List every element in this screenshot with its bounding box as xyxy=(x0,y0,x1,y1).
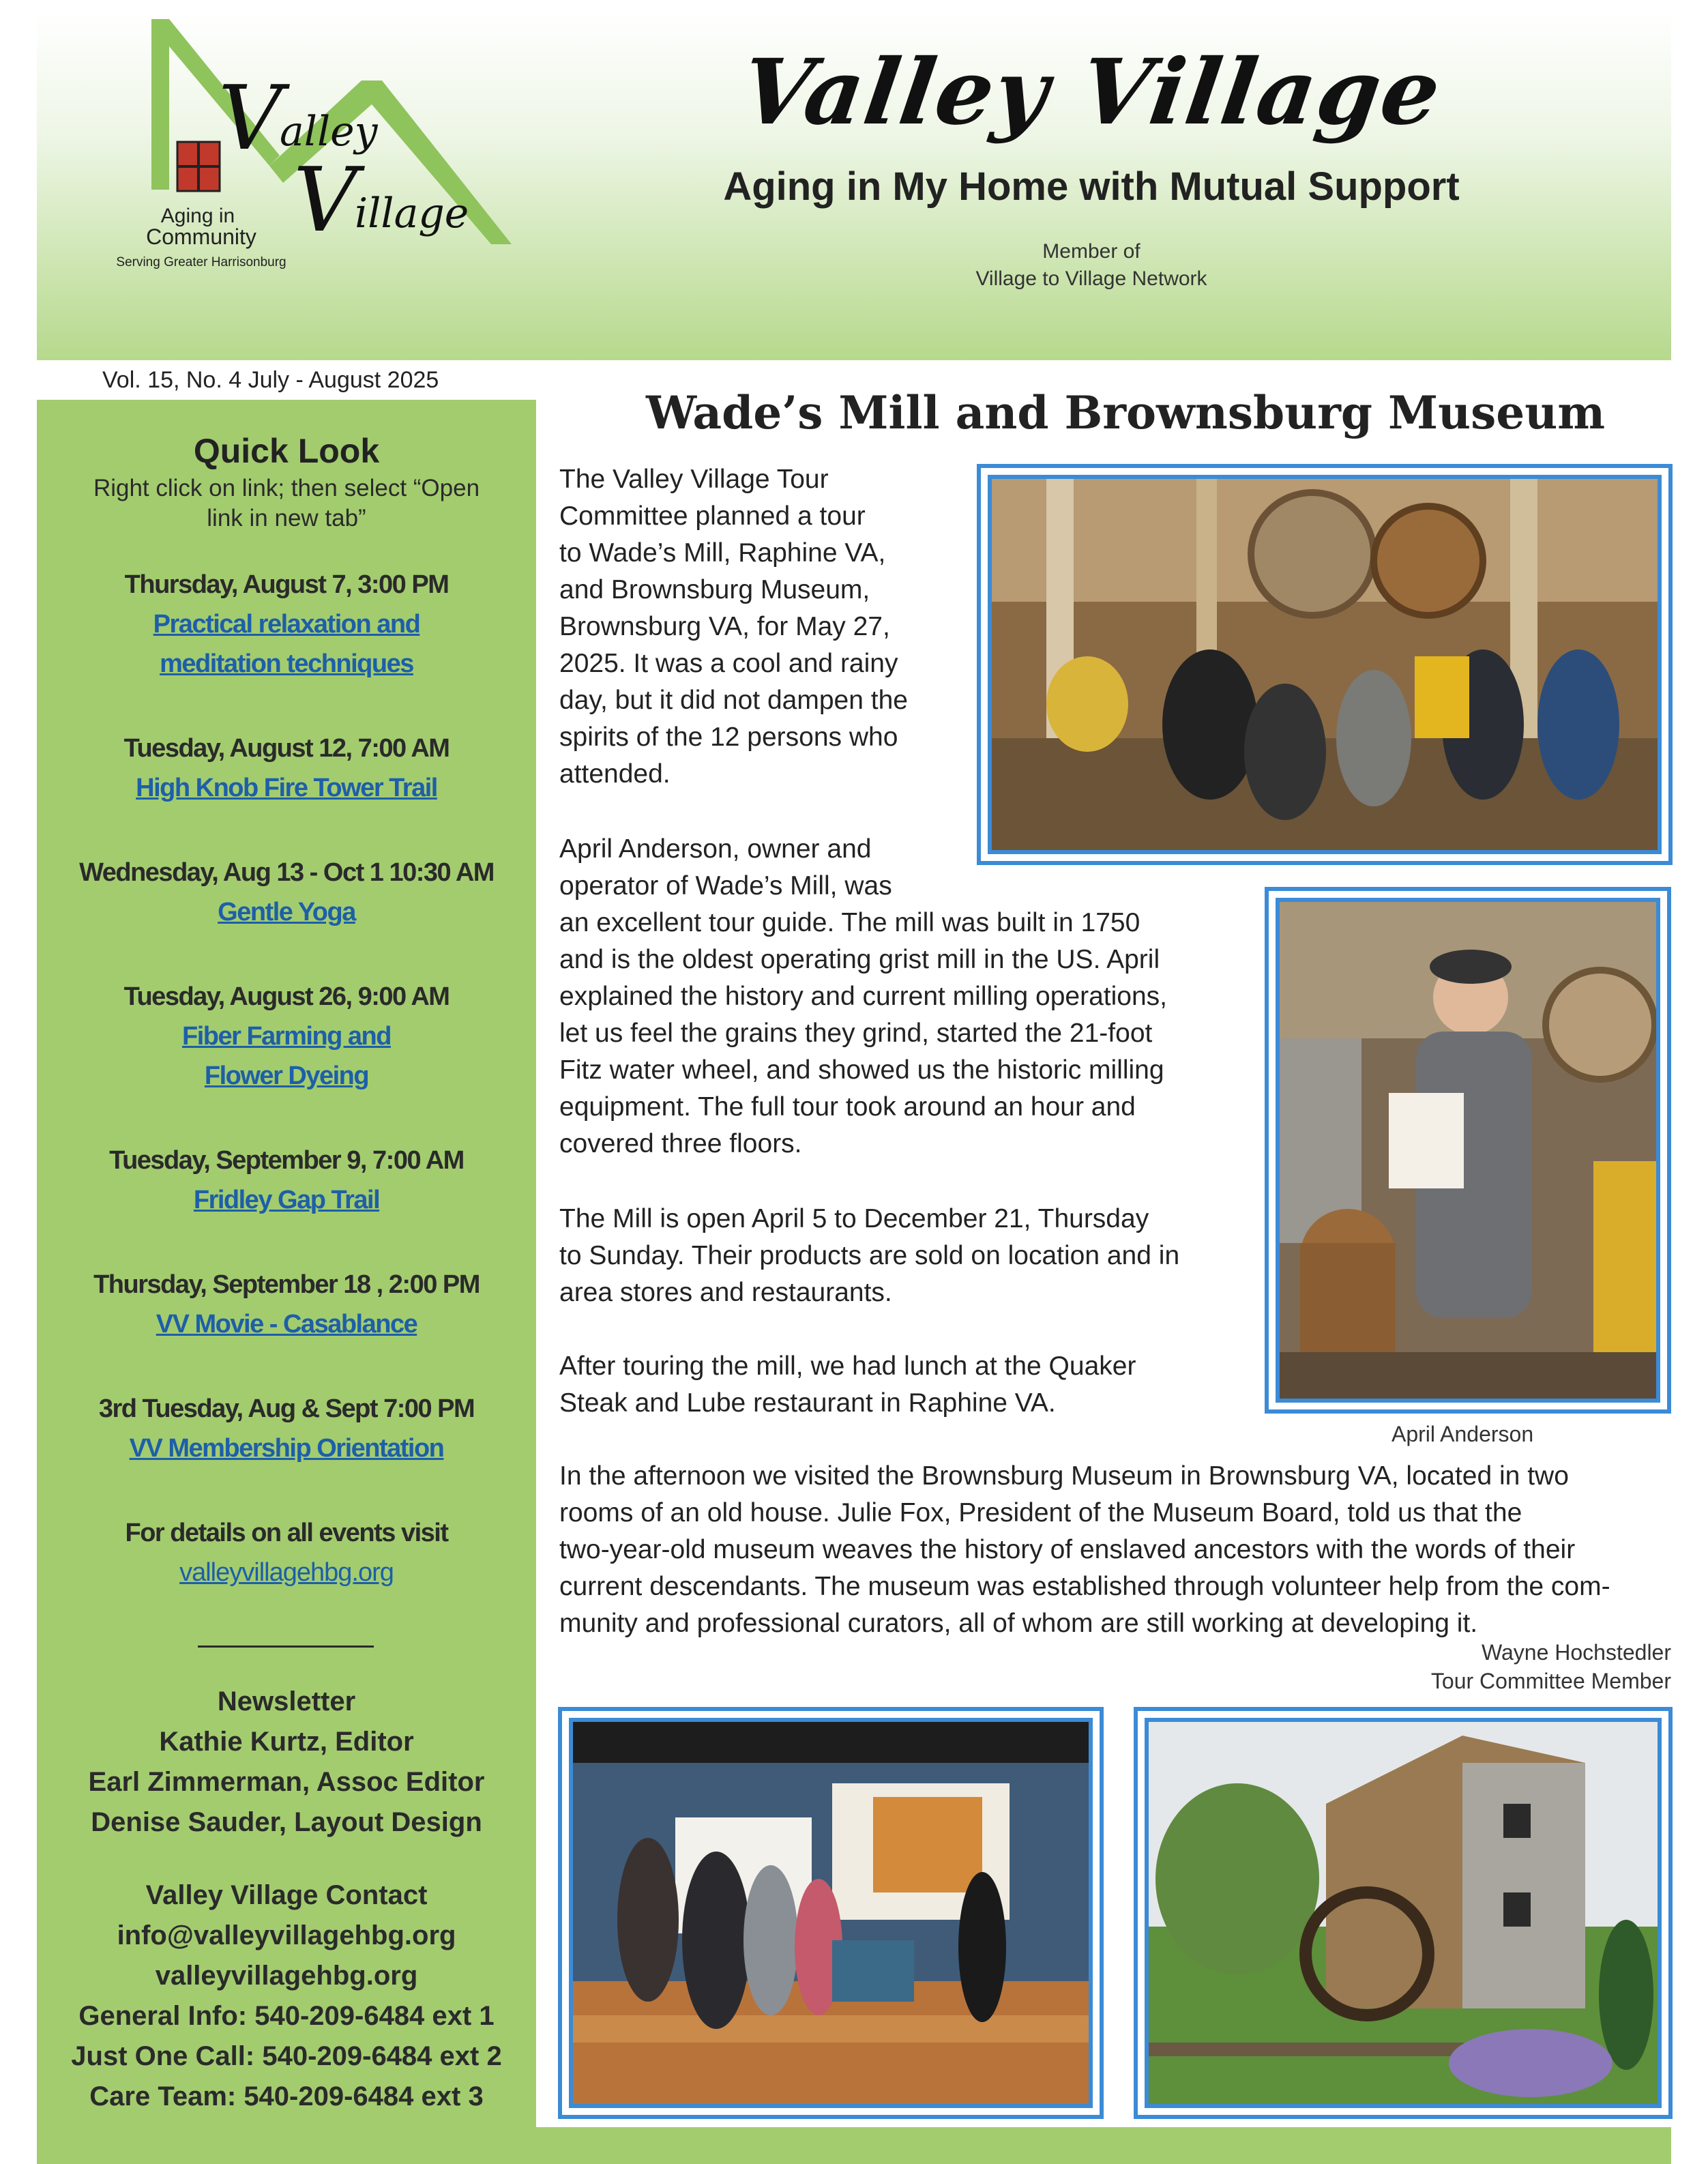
quick-look-instruction: link in new tab” xyxy=(207,505,366,531)
event-date: 3rd Tuesday, Aug & Sept 7:00 PM xyxy=(98,1394,475,1423)
article-headline: Wade’s Mill and Brownsburg Museum xyxy=(645,386,1606,439)
april-anderson-photo xyxy=(1276,898,1660,1403)
network-name: Village to Village Network xyxy=(975,267,1207,290)
contact-one-call: Just One Call: 540-209-6484 ext 2 xyxy=(71,2041,502,2071)
contact-heading: Valley Village Contact xyxy=(145,1880,428,1910)
newsletter-heading: Newsletter xyxy=(217,1686,356,1716)
article-author-role: Tour Committee Member xyxy=(1430,1669,1671,1693)
event-link[interactable]: Gentle Yoga xyxy=(218,898,355,926)
event-link[interactable]: Fiber Farming and xyxy=(182,1022,391,1051)
details-link[interactable]: valleyvillagehbg.org xyxy=(179,1558,394,1587)
event-link[interactable]: VV Movie - Casablance xyxy=(156,1310,417,1339)
event-date: Wednesday, Aug 13 - Oct 1 10:30 AM xyxy=(79,858,494,887)
logo-tag-community: Community xyxy=(146,224,256,249)
event-date: Thursday, September 18 , 2:00 PM xyxy=(93,1270,480,1299)
member-of-label: Member of xyxy=(1042,240,1140,263)
sidebar-divider xyxy=(198,1646,374,1648)
logo-tag-serving: Serving Greater Harrisonburg xyxy=(116,255,286,269)
article-paragraph-3: The Mill is open April 5 to December 21, Thursday to Sunday. Their products are sold on location and in area stores and restaurants. xyxy=(559,1204,1180,1307)
museum-photo xyxy=(569,1718,1093,2108)
svg-text:V: V xyxy=(218,66,282,170)
newsletter-editor: Kathie Kurtz, Editor xyxy=(159,1727,414,1757)
event-link[interactable]: Practical relaxation and xyxy=(153,610,420,639)
article-author: Wayne Hochstedler xyxy=(1481,1640,1671,1665)
photo-caption: April Anderson xyxy=(1392,1422,1534,1446)
tour-group-photo xyxy=(988,475,1662,854)
volume-info: Vol. 15, No. 4 July - August 2025 xyxy=(102,367,439,393)
mill-exterior-photo xyxy=(1145,1718,1662,2108)
logo-tag-aging-in: Aging in xyxy=(160,205,235,227)
event-date: Tuesday, August 12, 7:00 AM xyxy=(123,734,450,763)
event-link[interactable]: Fridley Gap Trail xyxy=(193,1186,380,1214)
logo-word-illage: illage xyxy=(355,190,469,237)
event-date: Thursday, August 7, 3:00 PM xyxy=(124,570,449,599)
contact-website[interactable]: valleyvillagehbg.org xyxy=(155,1961,418,1991)
article-paragraph-2: April Anderson, owner and operator of Wade’s Mill, was an excellent tour guide. The mill was built in 1750 and is the oldest operating grist mill in the US. April explained the history and current milling operations, let us feel the grains they grind, started the 21-foot Fitz water wheel, and showed us the historic milling equipment. The full tour took around an hour and covered three floors. xyxy=(559,834,1168,1158)
event-date: Tuesday, September 9, 7:00 AM xyxy=(109,1146,464,1175)
article-paragraph-5: In the afternoon we visited the Brownsburg Museum in Brownsburg VA, located in two rooms of an old house. Julie Fox, President of the Museum Board, told us that the two-year-old museum weaves the history of enslaved ancestors with the words of their current descendants. The museum was established through volunteer help from the com- munity and professional curators, all of whom are still working at developing it. xyxy=(559,1461,1610,1638)
event-link[interactable]: VV Membership Orientation xyxy=(129,1434,444,1463)
newsletter-layout: Denise Sauder, Layout Design xyxy=(91,1807,482,1837)
article-paragraph-4: After touring the mill, we had lunch at the Quaker Steak and Lube restaurant in Raphine VA. xyxy=(559,1351,1136,1418)
svg-text:V: V xyxy=(293,148,357,252)
contact-email[interactable]: info@valleyvillagehbg.org xyxy=(117,1920,456,1950)
event-date: Tuesday, August 26, 9:00 AM xyxy=(123,982,450,1011)
newsletter-title: Valley Village xyxy=(735,40,1448,145)
details-label: For details on all events visit xyxy=(125,1519,448,1547)
contact-care-team: Care Team: 540-209-6484 ext 3 xyxy=(89,2081,484,2111)
quick-look-instruction: Right click on link; then select “Open xyxy=(93,475,480,501)
event-link[interactable]: meditation techniques xyxy=(160,649,413,678)
contact-general-info: General Info: 540-209-6484 ext 1 xyxy=(78,2001,495,2031)
logo-word-alley: alley xyxy=(280,108,378,156)
valley-village-logo xyxy=(102,19,539,278)
footer-bar xyxy=(37,2127,1671,2164)
quick-look-heading: Quick Look xyxy=(193,432,380,470)
newsletter-assoc-editor: Earl Zimmerman, Assoc Editor xyxy=(88,1767,485,1797)
article-paragraph-1: The Valley Village Tour Committee planned a tour to Wade’s Mill, Raphine VA, and Brownsburg Museum, Brownsburg VA, for May 27, 2025. It was a cool and rainy day, but it did not dampen the spirits of the 12 persons who attended. xyxy=(559,465,908,789)
newsletter-subtitle: Aging in My Home with Mutual Support xyxy=(723,164,1460,209)
event-link[interactable]: Flower Dyeing xyxy=(204,1062,369,1090)
event-link[interactable]: High Knob Fire Tower Trail xyxy=(136,774,437,802)
